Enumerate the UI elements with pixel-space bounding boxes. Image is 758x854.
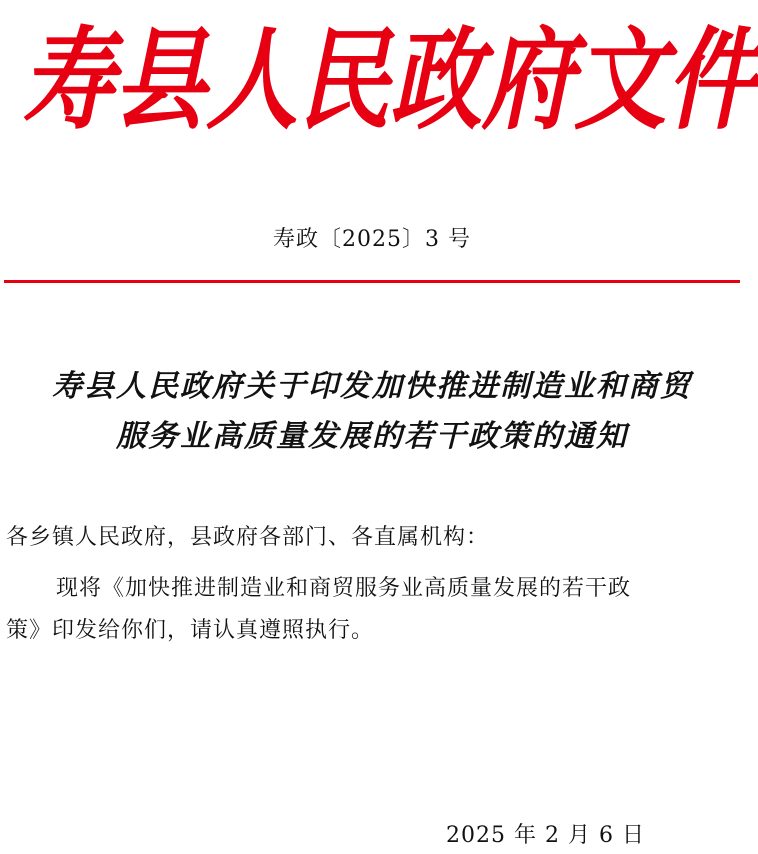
title-line-2: 服务业高质量发展的若干政策的通知 (116, 419, 628, 454)
masthead-char: 件 (666, 15, 758, 145)
document-title (0, 362, 744, 462)
masthead-char: 民 (298, 15, 391, 145)
body-line-2: 策》印发给你们，请认真遵照执行。 (6, 618, 375, 643)
masthead-char: 府 (482, 15, 575, 145)
issuer-masthead (0, 0, 758, 176)
addressee: 各乡镇人民政府，县政府各部门、各直属机构： (6, 525, 490, 550)
masthead-char: 人 (206, 15, 299, 145)
document-number: 寿政〔2025〕3 号 (273, 227, 471, 252)
title-line-1: 寿县人民政府关于印发加快推进制造业和商贸 (52, 369, 692, 404)
body-line-1: 现将《加快推进制造业和商贸服务业高质量发展的若干政 (56, 576, 632, 601)
body-paragraph (6, 568, 740, 652)
masthead-char: 县 (114, 15, 207, 145)
red-divider (4, 280, 740, 283)
masthead-char: 文 (574, 15, 667, 145)
masthead-char: 寿 (22, 15, 115, 145)
masthead-char: 政 (390, 15, 483, 145)
issue-date: 2025 年 2 月 6 日 (446, 823, 645, 848)
